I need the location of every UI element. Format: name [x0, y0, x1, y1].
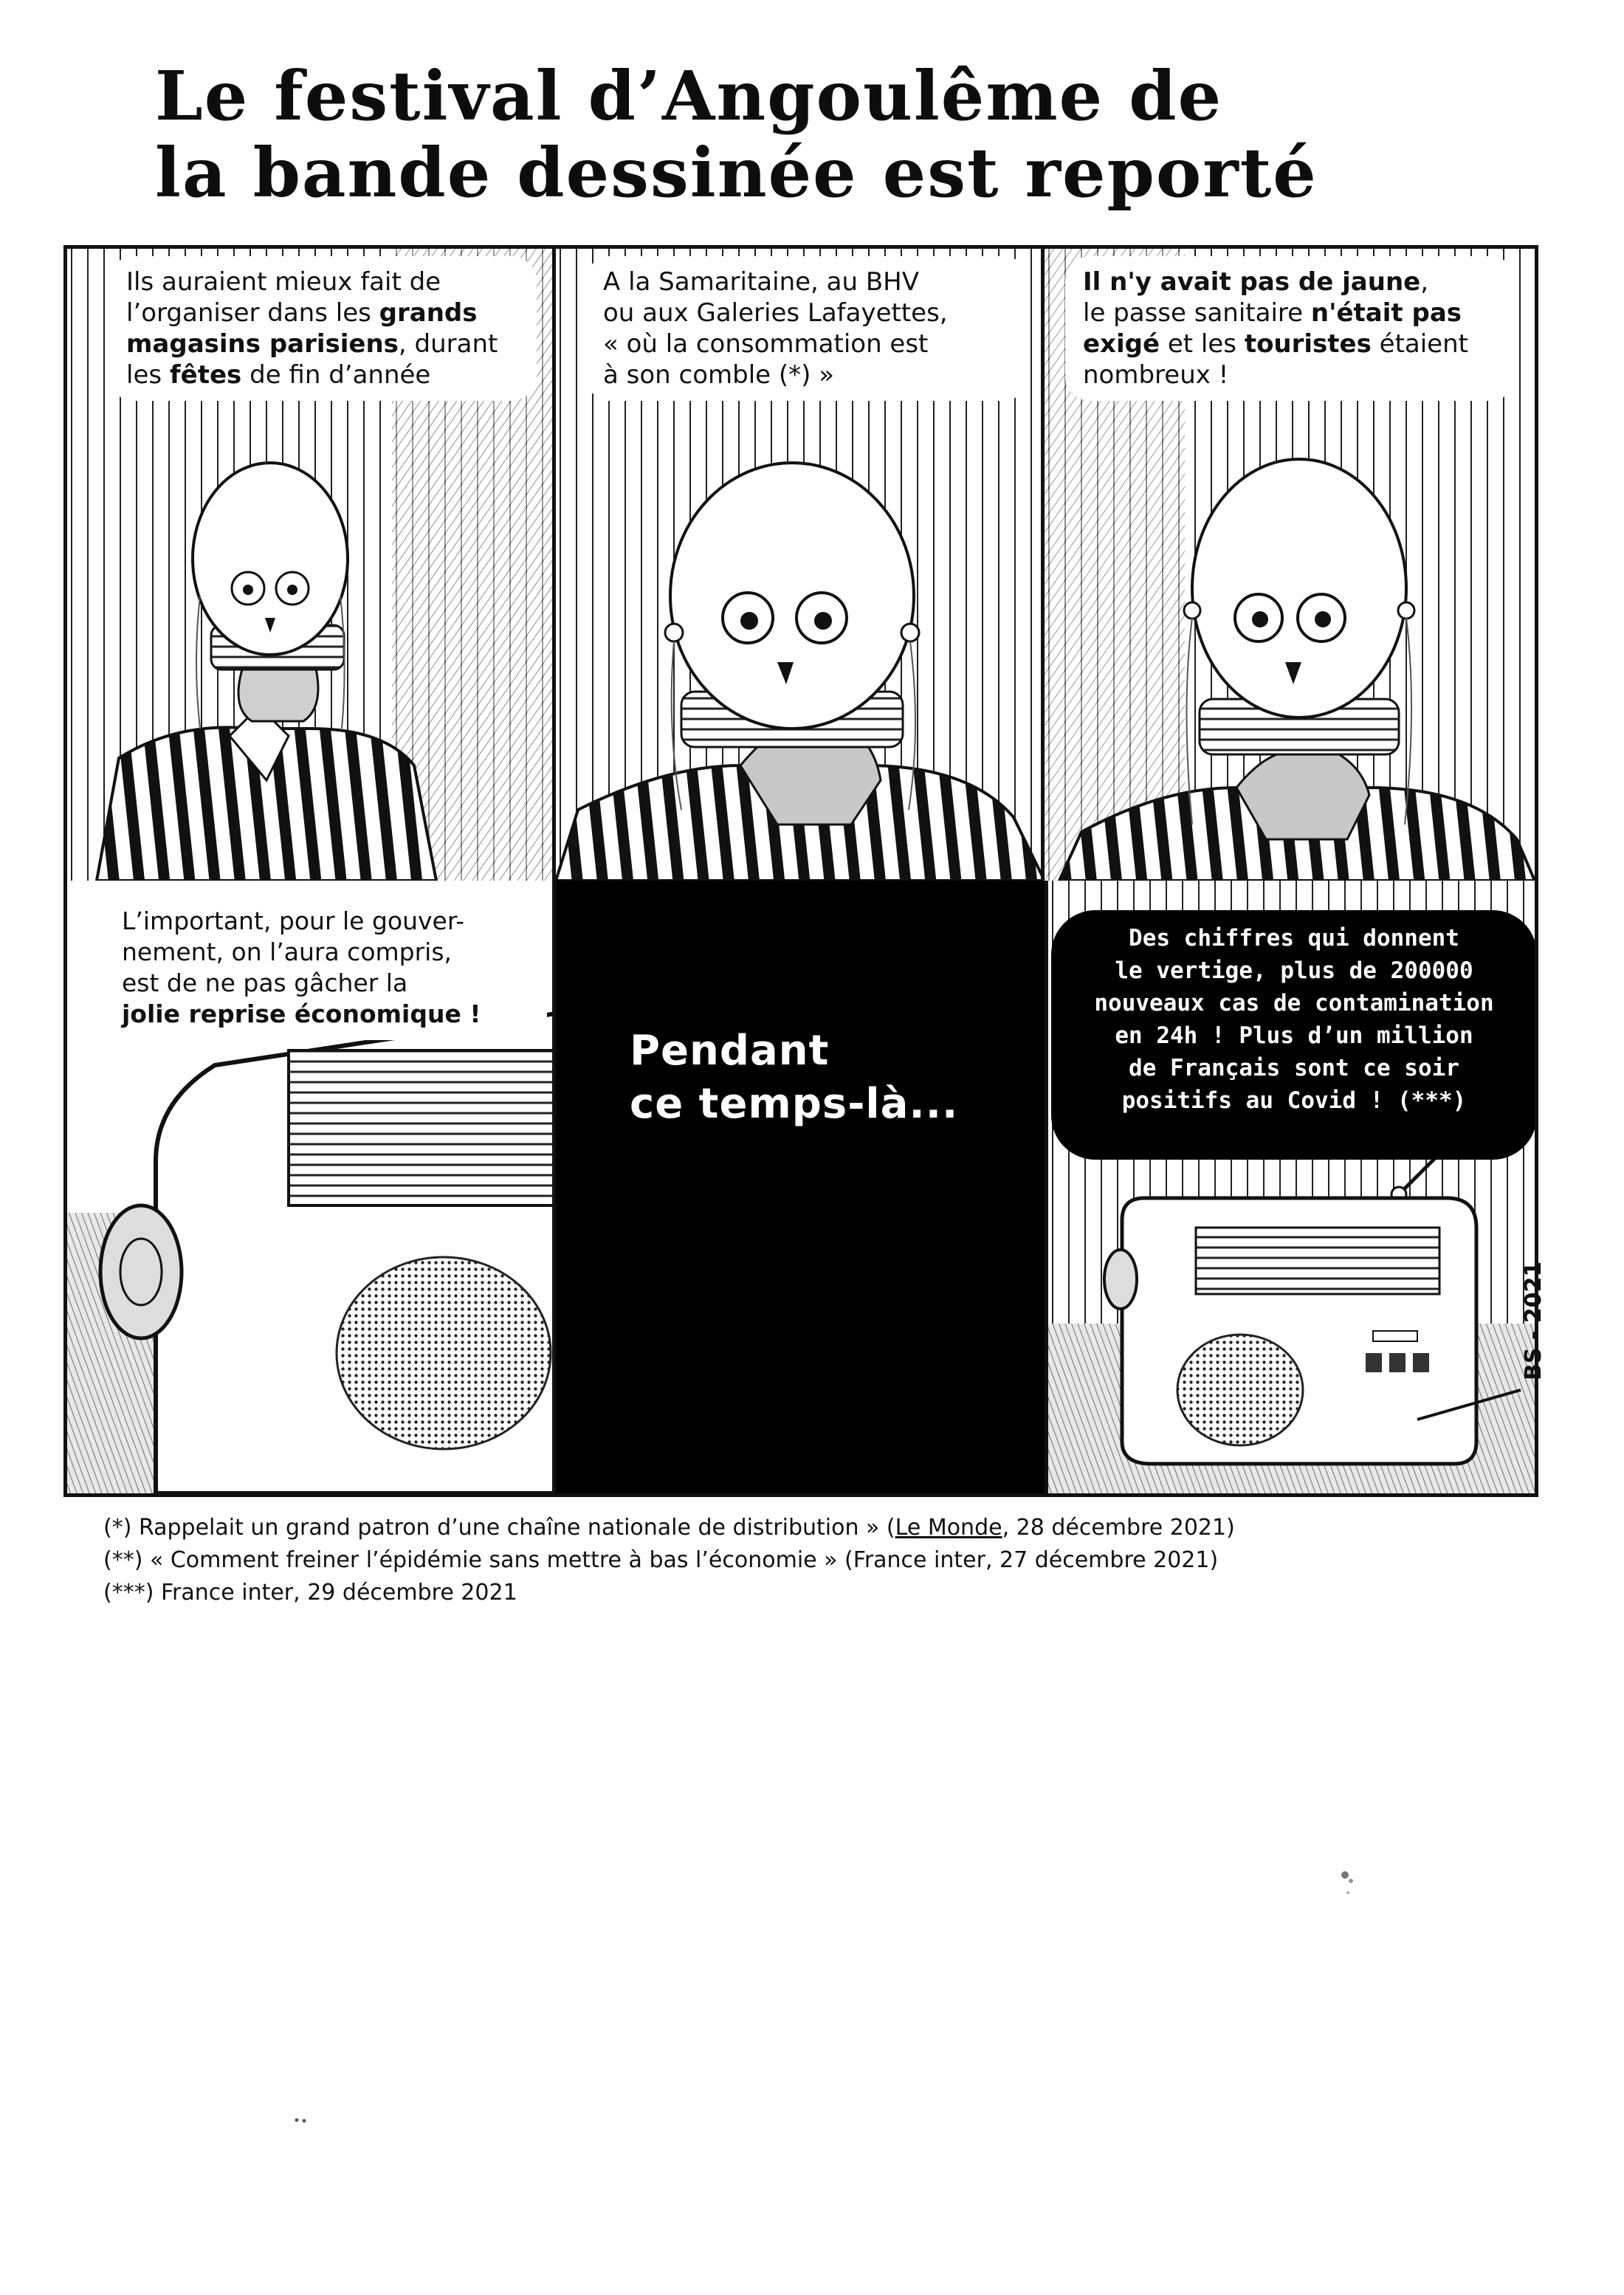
- radio-speech-bubble: [1051, 910, 1535, 1160]
- bubble-3-line-1: ,: [1420, 267, 1429, 297]
- radio-line-6: positifs au Covid ! (***): [1121, 1087, 1467, 1114]
- footnote-2: (**) « Comment freiner l’épidémie sans mettre à bas l’économie » (France inter, 27 décembre 2021): [103, 1547, 1219, 1573]
- bubble-3-line-1-bold: Il n'y avait pas de jaune: [1083, 267, 1421, 297]
- panel-6: [1045, 881, 1535, 1493]
- bubble-4-line-4-bold: jolie reprise économique !: [122, 999, 481, 1028]
- radio-line-1: Des chiffres qui donnent: [1129, 925, 1459, 952]
- footnote-1-post: , 28 décembre 2021): [1002, 1515, 1235, 1541]
- bubble-1-line-2: l’organiser dans les: [126, 298, 371, 328]
- bubble-3-line-3-bold: exigé: [1083, 329, 1160, 359]
- bubble-4-line-3: est de ne pas gâcher la: [122, 968, 408, 997]
- artist-signature: BS - 2021: [1521, 1261, 1546, 1380]
- title-line-1: Le festival d’Angoulême de: [155, 56, 1223, 136]
- speech-bubble-3: [1065, 256, 1515, 401]
- radio-line-4: en 24h ! Plus d’un million: [1115, 1022, 1473, 1049]
- radio-line-3: nouveaux cas de contamination: [1094, 990, 1494, 1016]
- bubble-3-line-4: nombreux !: [1083, 360, 1229, 390]
- bubble-2-line-3: « où la consommation est: [603, 329, 929, 359]
- bubble-1-line-4-bold: fêtes: [169, 360, 242, 390]
- bubble-3-line-3-bold-2: touristes: [1244, 329, 1372, 359]
- comic-strip: [63, 245, 1538, 1497]
- caption-line-2: ce temps-là...: [630, 1080, 959, 1128]
- radio-line-2: le vertige, plus de 200000: [1115, 957, 1473, 984]
- bubble-2-line-1: A la Samaritaine, au BHV: [603, 267, 919, 297]
- speech-bubble-1: [109, 256, 537, 401]
- bubble-3-line-2-bold: n'était pas: [1310, 298, 1462, 328]
- bubble-2-line-4: à son comble (*) »: [603, 360, 835, 390]
- footnote-1-source: Le Monde: [895, 1515, 1002, 1541]
- paper-smudge: [1329, 1860, 1373, 1905]
- comic-title: [155, 58, 1410, 211]
- bubble-1-line-4-pre: les: [126, 360, 162, 390]
- caption-line-1: Pendant: [630, 1027, 830, 1075]
- paper-dots: [292, 2113, 314, 2127]
- bubble-4-line-1: L’important, pour le gouver-: [122, 906, 465, 935]
- panel-1: [67, 249, 556, 881]
- speech-bubble-4: [104, 895, 547, 1040]
- title-line-2: la bande dessinée est reporté: [155, 133, 1318, 213]
- radio-line-5: de Français sont ce soir: [1129, 1055, 1459, 1081]
- bubble-3-line-2-pre: le passe sanitaire: [1083, 298, 1304, 328]
- footnotes: [103, 1512, 1506, 1609]
- bubble-4-line-2: nement, on l’aura compris,: [122, 937, 453, 966]
- footnote-3: (***) France inter, 29 décembre 2021: [103, 1580, 517, 1606]
- panel-5: [556, 881, 1045, 1493]
- bubble-3-line-3-mid: et les: [1167, 329, 1236, 359]
- bubble-1-line-1: Ils auraient mieux fait de: [126, 267, 441, 297]
- bubble-1-line-4: de fin d’année: [250, 360, 431, 390]
- footnote-1: [103, 1512, 1506, 1544]
- bubble-3-line-3: étaient: [1379, 329, 1468, 359]
- bubble-1-line-2-bold: grands: [379, 298, 478, 328]
- panel-3: [1045, 249, 1535, 881]
- caption-meanwhile: [630, 1025, 984, 1131]
- speech-bubble-2: [585, 256, 1028, 401]
- panel-2: [556, 249, 1045, 881]
- panel-4: [67, 881, 556, 1493]
- bubble-2-line-2: ou aux Galeries Lafayettes,: [603, 298, 948, 328]
- bubble-1-line-3: , durant: [398, 329, 498, 359]
- bubble-1-line-3-bold: magasins parisiens: [126, 329, 399, 359]
- footnote-1-pre: (*) Rappelait un grand patron d’une chaîne nationale de distribution » (: [103, 1515, 895, 1541]
